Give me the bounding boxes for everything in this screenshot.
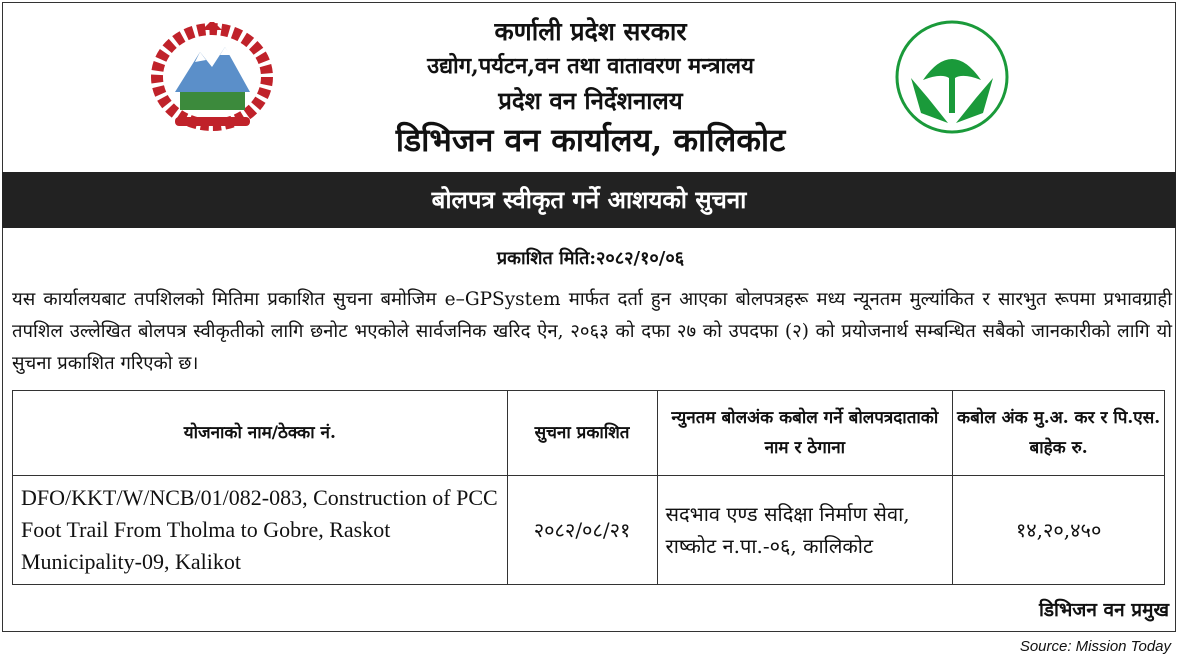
ministry-name: उद्योग,पर्यटन,वन तथा वातावरण मन्त्रालय — [427, 53, 754, 79]
source-credit: Source: Mission Today — [1019, 638, 1171, 655]
table-row — [13, 476, 1165, 585]
notice-title: बोलपत्र स्वीकृत गर्ने आशयको सुचना — [2, 172, 1176, 228]
office-name: डिभिजन वन कार्यालय, कालिकोट — [395, 121, 786, 159]
signature: डिभिजन वन प्रमुख — [1038, 599, 1169, 621]
table-header-row — [13, 391, 1165, 476]
directorate-name: प्रदेश वन निर्देशनालय — [498, 86, 683, 115]
cell-amount: १४,२०,४५० — [953, 476, 1165, 585]
published-date: प्रकाशित मिति:२०८२/१०/०६ — [496, 248, 685, 269]
cell-date: २०८२/०८/२१ — [507, 476, 657, 585]
government-name: कर्णाली प्रदेश सरकार — [494, 17, 687, 46]
col-amount: कबोल अंक मु.अ. कर र पि.एस. बाहेक रु. — [953, 391, 1165, 476]
cell-project: DFO/KKT/W/NCB/01/082-083, Construction of PCC Foot Trail From Tholma to Gobre, Raskot Municipality-09, Kalikot — [13, 476, 508, 585]
col-project: योजनाको नाम/ठेक्का नं. — [13, 391, 508, 476]
col-bidder: न्युनतम बोलअंक कबोल गर्ने बोलपत्रदाताको नाम र ठेगाना — [657, 391, 953, 476]
col-notice-published: सुचना प्रकाशित — [507, 391, 657, 476]
cell-bidder: सदभाव एण्ड सदिक्षा निर्माण सेवा, राष्कोट न.पा.-०६, कालिकोट — [657, 476, 953, 585]
notice-body: यस कार्यालयबाट तपशिलको मितिमा प्रकाशित सुचना बमोजिम e–GPSystem मार्फत दर्ता हुन आएका बोलपत्रहरू मध्य न्यूनतम मुल्यांकित र सारभुत रूपमा प्रभावग्राही तपशिल उल्लेखित बोलपत्र स्वीकृतीको लागि छनोट भएकोले सार्वजनिक खरिद ऐन, २०६३ को दफा २७ को उपदफा (२) को प्रयोजनार्थ सम्बन्धित सबैको जानकारीको लागि यो सुचना प्रकाशित गरिएको छ। — [12, 289, 1172, 374]
bid-table — [12, 390, 1165, 585]
